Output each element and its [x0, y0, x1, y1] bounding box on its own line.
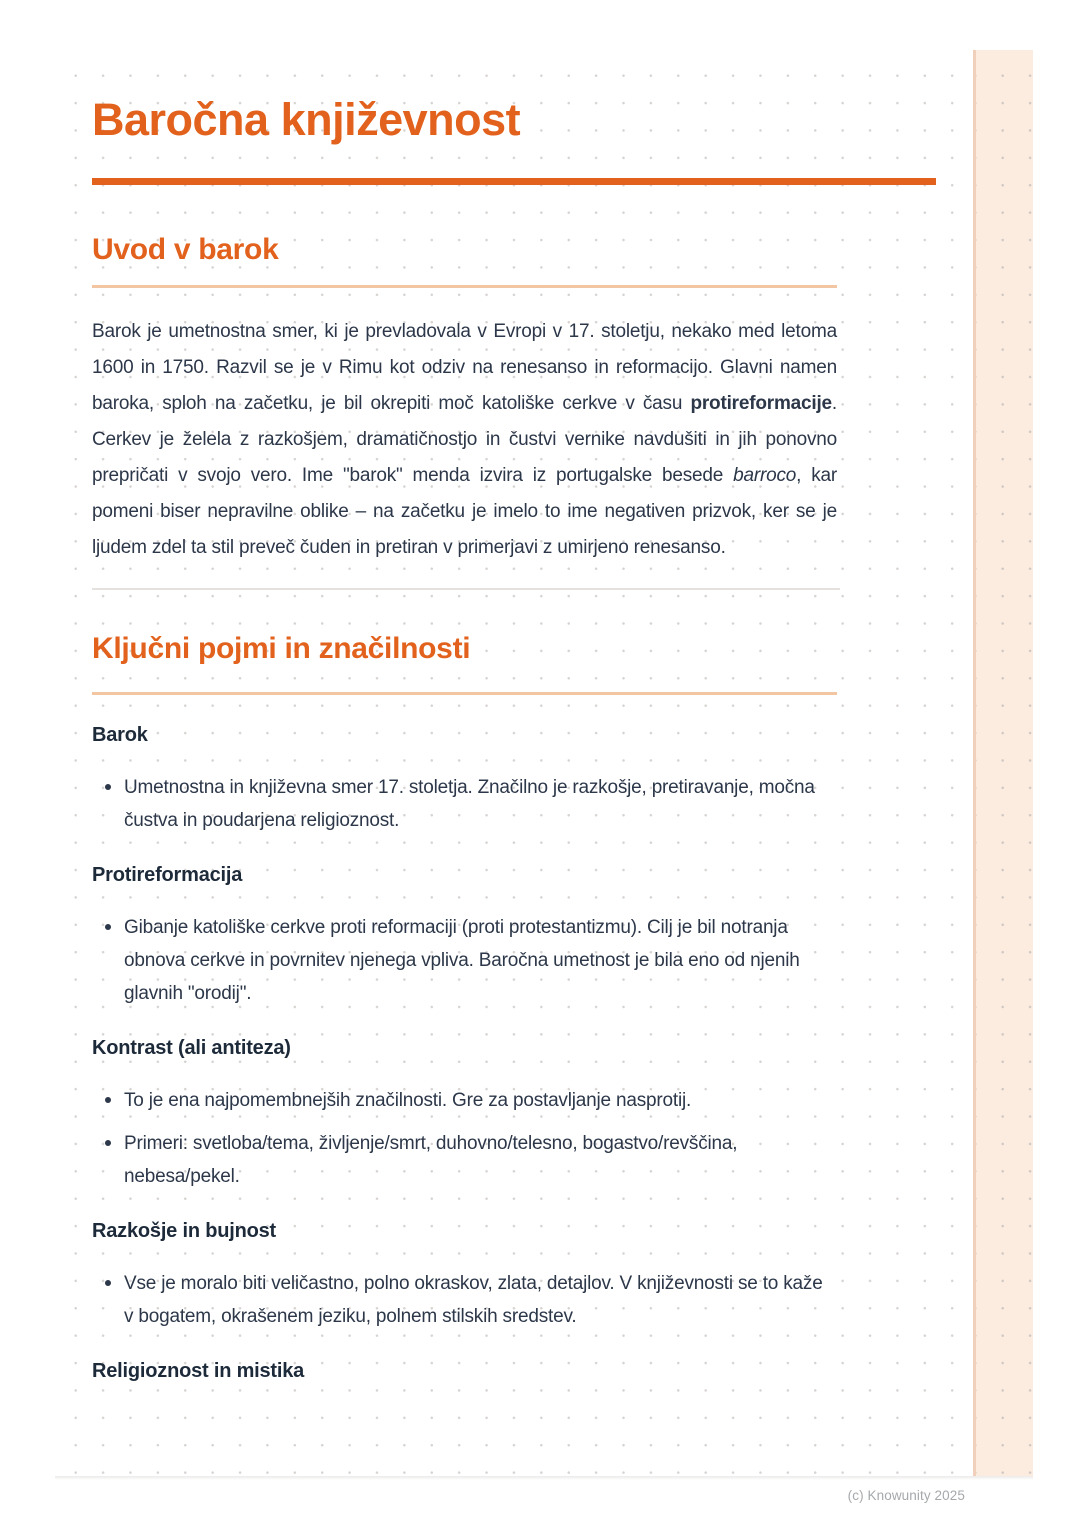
intro-paragraph	[92, 314, 837, 566]
term-heading-kontrast: Kontrast (ali antiteza)	[92, 1037, 291, 1059]
intro-paragraph-bold-term: protireformacije	[690, 393, 832, 414]
intro-paragraph-part1: Barok je umetnostna smer, ki je prevladovala v Evropi v 17. stoletju, nekako med letoma 1600 in 1750. Razvil se je v Rimu kot odziv na renesanso in reformacijo. Glavni namen baroka, sploh na začetku, je bil okrepiti moč katoliške cerkve v času	[92, 321, 837, 414]
intro-paragraph-italic-term: barroco	[733, 465, 797, 486]
intro-paragraph-part3: , kar pomeni biser nepravilne oblike – na začetku je imelo to ime negativen prizvok, ker se je ljudem zdel ta stil preveč čuden in pretiran v primerjavi z umirjeno renesanso.	[92, 465, 837, 558]
bullet-item: Vse je moralo biti veličastno, polno okraskov, zlata, detajlov. V književnosti se to kaže v bogatem, okrašenem jeziku, polnem stilskih sredstev.	[124, 1267, 824, 1333]
section-heading-intro: Uvod v barok	[92, 233, 279, 266]
bullet-item: Primeri: svetloba/tema, življenje/smrt, duhovno/telesno, bogastvo/revščina, nebesa/pekel.	[124, 1127, 824, 1193]
terms-heading-rule	[92, 692, 837, 695]
page-title: Baročna književnost	[92, 94, 521, 145]
title-underline-rule	[92, 178, 936, 185]
page-content	[92, 50, 837, 1383]
section-divider	[92, 588, 840, 590]
copyright-notice: (c) Knowunity 2025	[847, 1488, 965, 1503]
term-bullets-barok	[92, 771, 824, 837]
term-bullets-protireformacija	[92, 911, 824, 1010]
intro-heading-rule	[92, 285, 837, 288]
bullet-item: To je ena najpomembnejših značilnosti. Gre za postavljanje nasprotij.	[124, 1084, 824, 1117]
term-bullets-kontrast	[92, 1084, 824, 1193]
page-edge-stripe	[973, 50, 1033, 1476]
term-heading-religioznost: Religioznost in mistika	[92, 1360, 305, 1382]
intro-paragraph-part2: . Cerkev je želela z razkošjem, dramatičnostjo in čustvi vernike navdušiti in jih ponovno prepričati v svojo vero. Ime "barok" menda izvira iz portugalske besede	[92, 393, 837, 486]
term-heading-barok: Barok	[92, 724, 148, 746]
term-heading-razkosje: Razkošje in bujnost	[92, 1220, 277, 1242]
section-heading-terms: Ključni pojmi in značilnosti	[92, 632, 471, 665]
note-page	[55, 50, 1033, 1503]
bullet-item: Umetnostna in književna smer 17. stoletja. Značilno je razkošje, pretiravanje, močna čustva in poudarjena religioznost.	[124, 771, 824, 837]
term-bullets-razkosje	[92, 1267, 824, 1333]
term-heading-protireformacija: Protireformacija	[92, 864, 243, 886]
bullet-item: Gibanje katoliške cerkve proti reformaciji (proti protestantizmu). Cilj je bil notranja obnova cerkve in povrnitev njenega vpliva. Baročna umetnost je bila eno od njenih glavnih "orodij".	[124, 911, 824, 1010]
